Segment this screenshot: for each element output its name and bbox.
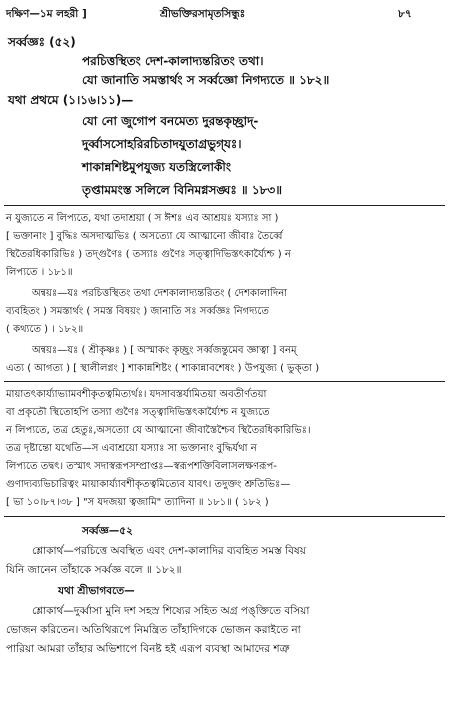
commentary-line: [ ভক্তানাং ] বুদ্ধিঃ অসদাত্মভিঃ ( অসত্যো যে আত্মানো জীবাঃ তৈর্ব্বে	[6, 231, 283, 242]
translation-line: শ্লোকার্থ—পরচিত্তে অবস্থিত এবং দেশ-কালাদির ব্যবহিত সমস্ত বিষয়	[32, 545, 306, 557]
anvaya-line: অন্বয়ঃ—যঃ পরচিত্তস্থিতং তথা দেশকালাদ্যন্তরিতং ( দেশকালাদিনা	[32, 288, 288, 299]
verse-line-3: শাকান্নশিষ্টমুপযুজ্য যতস্ত্রিলোকীং	[82, 160, 231, 174]
anvaya-line: অন্বয়ঃ—যঃ ( শ্রীকৃষ্ণঃ ) [ অস্মাকং কৃচ্ছ্রং সর্ব্বজন্তুমেব জ্ঞাত্বা ] বনম্	[32, 345, 297, 356]
commentary-line: লিপ্যতে । ১৮১॥	[6, 267, 73, 278]
definition-label: সর্ব্বজ্ঞঃ (৫২)	[8, 35, 76, 49]
translation-line: পারিয়া আমরা তাঁহার অভিশাপে বিনষ্ট হই এরূপ ব্যবস্থা আমাদের শত্রু	[6, 643, 290, 655]
commentary-line: তত্র দৃষ্টান্তো যথেতি—স এবাশ্রয়ো যস্যাঃ সা ভক্তানাং বুদ্ধির্যথা ন	[6, 443, 257, 454]
section-divider	[4, 205, 445, 206]
translation-line: শ্লোকার্থ—দুর্ব্বাসা মুনি দশ সহস্র শিষ্যের সহিত অগ্র পঙ্‌ক্তিতে বসিয়া	[32, 605, 310, 617]
commentary-line: বা প্রকৃতৌ স্থিতোহপি তস্যা গুণৈঃ সত্ত্বাদিভিস্তৎকার্য্যৈশ্চ ন যুজ্যতে	[6, 407, 270, 418]
anvaya-line: ব্যবহিতং ) সমস্তার্থং ( সমস্ত বিষয়ং ) জানাতি সঃ সর্ব্বজ্ঞঃ নিগদ্যতে	[6, 306, 269, 317]
verse-line-4: তৃপ্তামমংস্ত সলিলে বিনিমগ্নসঙ্ঘঃ ॥ ১৮৩॥	[82, 183, 283, 197]
translation-line: যিনি জানেন তাঁহাকে সর্ব্বজ্ঞ বলে ॥ ১৮২॥	[6, 564, 182, 576]
commentary-line: লিপ্যতে তদ্বৎ। তস্মাৎ সদাস্বরূপসম্প্রাপ্তঃ—স্বরূপশক্তিবিলাসলক্ষণরূপ-	[6, 461, 277, 472]
running-head-left: দক্ষিণ—১ম লহরী ]	[6, 8, 87, 20]
example-label: যথা প্রথমে (১।১৬।১১)—	[8, 93, 134, 107]
verse-line-1: যো নো জুগোপ বনমেত্য দুরন্তকৃচ্ছ্রাদ্-	[82, 114, 259, 128]
definition-line-2: যো জানাতি সমস্তার্থং স সর্ব্বজ্ঞো নিগদ্যতে ॥ ১৮২॥	[82, 73, 330, 87]
translation-line: ভোজন করিতেন। অতিথিরূপে নিমন্ত্রিত তাঁহাদিগকে ভোজন করাইতে না	[6, 624, 301, 636]
commentary-line: মায়াতৎকার্য্যাভ্যামবশীকৃতত্বমিত্যর্থঃ। যদসাবস্তর্যামিতয়া অবতীর্ণতয়া	[6, 389, 267, 400]
bengali-example-label: যথা শ্রীভাগবতে—	[58, 585, 135, 597]
definition-line-1: পরচিত্তস্থিতং দেশ-কালাদ্যন্তরিতং তথা।	[82, 54, 264, 68]
anvaya-line: ( কথ্যতে ) । ১৮২॥	[6, 324, 84, 335]
commentary-line: স্থিতৈরধিকারিভিঃ ) তদ্গুণৈঃ ( তস্যাঃ গুণৈঃ সত্ত্বাদিভিস্তৎকার্য্যৈশ্চ ) ন	[6, 249, 291, 260]
commentary-line: [ ভা ১০।৮৭।৩৮ ] "স যদজয়া ত্বজামি" ত্যাদিনা ॥ ১৮১॥ ( ১৮২ )	[6, 497, 269, 508]
page-number: ৮৭	[398, 8, 412, 20]
commentary-line: ন যুজ্যতে ন লিপ্যতে, যথা তদাশ্রয়া ( স ঈশঃ এব আশ্রয়ঃ যস্যাঃ সা )	[6, 213, 279, 224]
section-divider	[4, 516, 445, 517]
commentary-line: গুণাদ্যব্যভিচারিত্বং মায়াকার্য্যাবশীকৃতত্বমিত্যেব যাবৎ। তদুক্তং শ্রুতিভিঃ—	[6, 479, 291, 490]
bengali-heading: সর্ব্বজ্ঞ—৫২	[82, 525, 133, 537]
verse-line-2: দুর্ব্বাসসোহরিরচিতাদযুতাগ্রভুগ্‌যঃ।	[82, 137, 242, 151]
commentary-line: ন লিপ্যতে, তত্র হেতুঃ,অসত্যো যে আত্মানো জীবাস্তৈশ্চৈব স্থিতৈরধিকারিভিঃ।	[6, 425, 311, 436]
anvaya-line: এত্য ( আগত্য ) [ স্থালীলগ্নং ] শাকান্নশিষ্টং ( শাকান্নাবশেষং ) উপযুজ্য ( ভুক্‌তা )	[6, 363, 320, 374]
section-divider	[4, 381, 445, 382]
running-head-title: শ্রীভক্তিরসামৃতসিন্ধুঃ	[160, 8, 246, 20]
